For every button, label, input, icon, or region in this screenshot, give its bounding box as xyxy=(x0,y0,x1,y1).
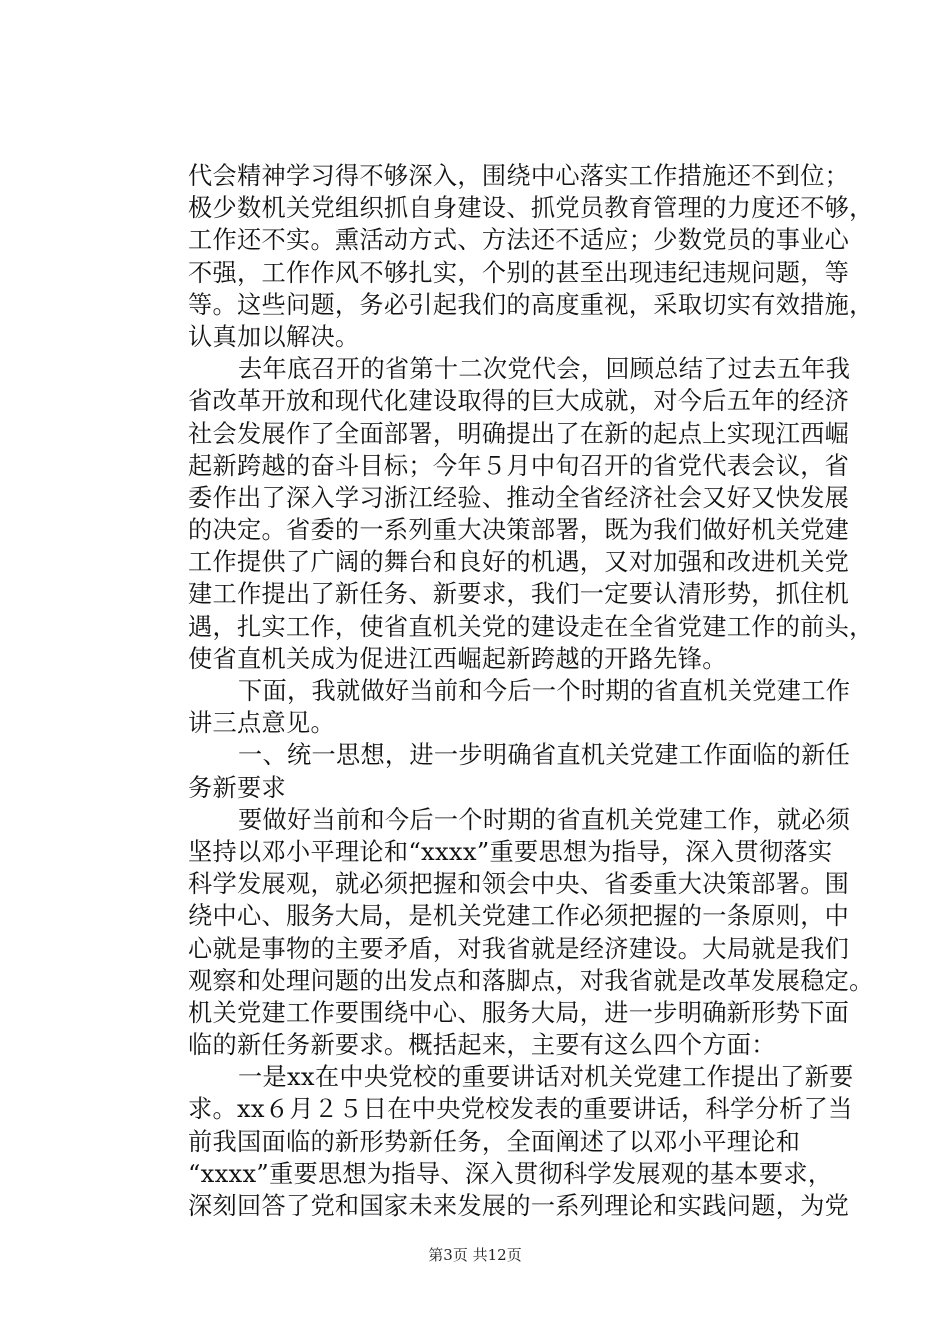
text-line: 的决定。省委的一系列重大决策部署，既为我们做好机关党建 xyxy=(188,516,850,545)
text-line: 临的新任务新要求。概括起来，主要有这么四个方面： xyxy=(188,1031,776,1060)
text-line: 科学发展观，就必须把握和领会中央、省委重大决策部署。围 xyxy=(188,870,850,899)
text-line: 工作提供了广阔的舞台和良好的机遇，又对加强和改进机关党 xyxy=(188,548,850,577)
text-line: 委作出了深入学习浙江经验、推动全省经济社会又好又快发展 xyxy=(188,483,850,512)
text-line: 机关党建工作要围绕中心、服务大局，进一步明确新形势下面 xyxy=(188,998,850,1027)
text-line: 观察和处理问题的出发点和落脚点，对我省就是改革发展稳定。 xyxy=(188,966,874,995)
text-line: 起新跨越的奋斗目标；今年５月中旬召开的省党代表会议，省 xyxy=(188,451,850,480)
paragraph-first-line: 一是xx在中央党校的重要讲话对机关党建工作提出了新要 xyxy=(238,1063,854,1092)
text-line: 心就是事物的主要矛盾，对我省就是经济建设。大局就是我们 xyxy=(188,934,850,963)
text-line: 绕中心、服务大局，是机关党建工作必须把握的一条原则，中 xyxy=(188,902,850,931)
page-footer: 第3页 共12页 xyxy=(428,1246,522,1264)
text-line: 坚持以邓小平理论和“xxxx”重要思想为指导，深入贯彻落实 xyxy=(188,837,833,866)
text-line: 等。这些问题，务必引起我们的高度重视，采取切实有效措施， xyxy=(188,290,874,319)
paragraph-first-line: 下面，我就做好当前和今后一个时期的省直机关党建工作 xyxy=(238,677,851,705)
text-line: 务新要求 xyxy=(188,773,286,802)
text-line: 极少数机关党组织抓自身建设、抓党员教育管理的力度还不够， xyxy=(188,194,874,223)
document-body xyxy=(188,160,874,1222)
paragraph-first-line: 去年底召开的省第十二次党代会，回顾总结了过去五年我 xyxy=(238,355,851,384)
text-line: 社会发展作了全面部署，明确提出了在新的起点上实现江西崛 xyxy=(188,419,850,448)
text-line: 使省直机关成为促进江西崛起新跨越的开路先锋。 xyxy=(188,644,727,673)
text-line: 工作还不实。熏活动方式、方法还不适应；少数党员的事业心 xyxy=(188,226,850,255)
paragraph-first-line: 要做好当前和今后一个时期的省直机关党建工作，就必须 xyxy=(238,805,851,834)
text-line: 讲三点意见。 xyxy=(188,709,335,738)
paragraph-first-line: 一、统一思想，进一步明确省直机关党建工作面临的新任 xyxy=(238,741,851,770)
text-line: 代会精神学习得不够深入，围绕中心落实工作措施还不到位； xyxy=(188,162,850,190)
text-line: 求。xx６月２５日在中央党校发表的重要讲话，科学分析了当 xyxy=(188,1095,853,1124)
text-line: 深刻回答了党和国家未来发展的一系列理论和实践问题，为党 xyxy=(188,1192,850,1220)
text-line: “xxxx”重要思想为指导、深入贯彻科学发展观的基本要求， xyxy=(188,1159,833,1188)
text-line: 遇，扎实工作，使省直机关党的建设走在全省党建工作的前头， xyxy=(188,612,874,641)
text-line: 前我国面临的新形势新任务，全面阐述了以邓小平理论和 xyxy=(188,1127,801,1156)
text-line: 认真加以解决。 xyxy=(188,322,360,351)
text-line: 不强，工作作风不够扎实，个别的甚至出现违纪违规问题，等 xyxy=(188,258,850,287)
text-line: 建工作提出了新任务、新要求，我们一定要认清形势，抓住机 xyxy=(188,580,850,609)
text-line: 省改革开放和现代化建设取得的巨大成就，对今后五年的经济 xyxy=(188,387,850,416)
